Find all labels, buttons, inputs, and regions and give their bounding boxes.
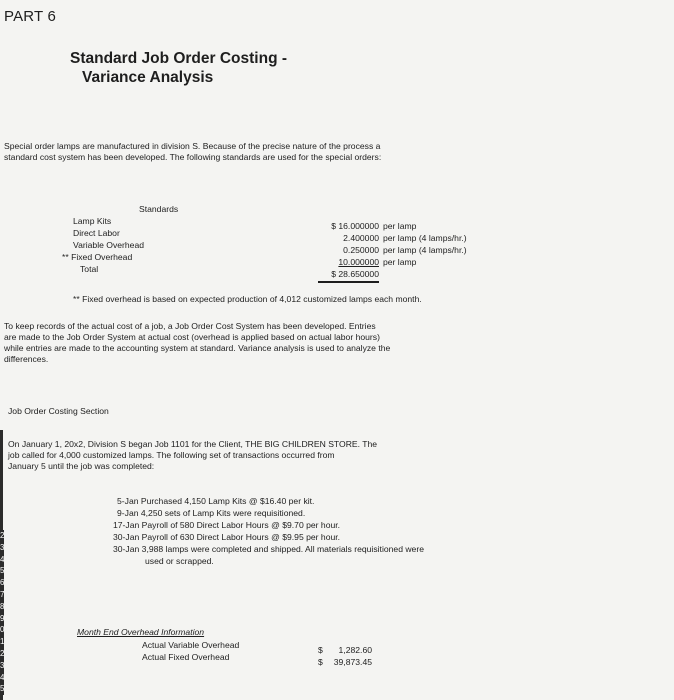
job-line-3: January 5 until the job was completed: bbox=[8, 461, 155, 471]
overhead-amount-variable: 1,282.60 bbox=[338, 645, 372, 655]
margin-digit: 7 bbox=[0, 589, 5, 599]
standards-amount-fixed-overhead: 10.000000 bbox=[338, 257, 379, 267]
page-subtitle: Variance Analysis bbox=[82, 69, 214, 86]
overhead-label-fixed: Actual Fixed Overhead bbox=[142, 652, 230, 662]
margin-digit: 4 bbox=[0, 672, 5, 682]
standards-heading: Standards bbox=[139, 204, 179, 214]
job-line-2: job called for 4,000 customized lamps. The following set of transactions occurred from bbox=[8, 450, 335, 460]
records-line-4: differences. bbox=[4, 354, 49, 364]
records-line-1: To keep records of the actual cost of a job, a Job Order Cost System has been developed. Entries bbox=[4, 321, 376, 331]
margin-digit: 8 bbox=[0, 601, 5, 611]
standards-unit-lamp-kits: per lamp bbox=[383, 221, 417, 231]
overhead-heading: Month End Overhead Information bbox=[77, 627, 205, 637]
overhead-amount-fixed: 39,873.45 bbox=[333, 657, 372, 667]
fixed-overhead-marker: ** bbox=[62, 252, 69, 262]
records-line-2: are made to the Job Order System at actual cost (overhead is applied based on actual labor hours) bbox=[4, 332, 380, 342]
records-line-3: while entries are made to the accounting system at standard. Variance analysis is used to analyze the bbox=[4, 343, 391, 353]
part-label: PART 6 bbox=[4, 8, 57, 25]
standards-unit-direct-labor: per lamp (4 lamps/hr.) bbox=[383, 233, 467, 243]
margin-digit: 2 bbox=[0, 531, 5, 540]
margin-digit: 9 bbox=[0, 613, 5, 623]
margin-digit: 6 bbox=[0, 578, 5, 588]
margin-digit: 1 bbox=[0, 637, 5, 647]
overhead-currency-variable: $ bbox=[318, 645, 323, 655]
standards-unit-variable-overhead: per lamp (4 lamps/hr.) bbox=[383, 245, 467, 255]
margin-digit: 2 bbox=[0, 648, 5, 658]
standards-label-variable-overhead: Variable Overhead bbox=[73, 240, 145, 250]
margin-digit: 3 bbox=[0, 542, 5, 552]
transaction-2: 9-Jan 4,250 sets of Lamp Kits were requisitioned. bbox=[117, 508, 306, 518]
standards-amount-direct-labor: 2.400000 bbox=[343, 233, 379, 243]
overhead-currency-fixed: $ bbox=[318, 657, 323, 667]
margin-digit: 0 bbox=[0, 625, 5, 635]
transaction-1: 5-Jan Purchased 4,150 Lamp Kits @ $16.40 per kit. bbox=[117, 496, 315, 506]
standards-label-direct-labor: Direct Labor bbox=[73, 228, 120, 238]
transaction-5: 30-Jan 3,988 lamps were completed and shipped. All materials requisitioned were bbox=[113, 544, 424, 554]
standards-label-lamp-kits: Lamp Kits bbox=[73, 216, 112, 226]
fixed-overhead-label: Fixed Overhead bbox=[71, 252, 133, 262]
margin-digit: 5 bbox=[0, 684, 5, 694]
standards-footnote: ** Fixed overhead is based on expected production of 4,012 customized lamps each month. bbox=[73, 294, 422, 304]
intro-line-2: standard cost system has been developed. The following standards are used for the special orders: bbox=[4, 152, 382, 162]
section-heading: Job Order Costing Section bbox=[8, 406, 109, 416]
standards-amount-total: $ 28.650000 bbox=[318, 269, 379, 283]
margin-digit: 3 bbox=[0, 660, 5, 670]
standards-amount-lamp-kits: $ 16.000000 bbox=[331, 221, 379, 231]
transaction-4: 30-Jan Payroll of 630 Direct Labor Hours @ $9.95 per hour. bbox=[113, 532, 341, 542]
standards-label-total: Total bbox=[80, 264, 99, 274]
job-line-1: On January 1, 20x2, Division S began Job 1101 for the Client, THE BIG CHILDREN STORE. The bbox=[8, 439, 378, 449]
standards-label-fixed-overhead bbox=[62, 252, 132, 264]
left-margin-digits bbox=[0, 530, 4, 695]
intro-line-1: Special order lamps are manufactured in division S. Because of the precise nature of the process a bbox=[4, 141, 381, 151]
transaction-3: 17-Jan Payroll of 580 Direct Labor Hours @ $9.70 per hour. bbox=[113, 520, 341, 530]
standards-unit-fixed-overhead: per lamp bbox=[383, 257, 417, 267]
transaction-5-continued: used or scrapped. bbox=[145, 556, 214, 566]
standards-amount-variable-overhead: 0.250000 bbox=[343, 245, 379, 255]
margin-digit: 5 bbox=[0, 566, 5, 576]
overhead-label-variable: Actual Variable Overhead bbox=[142, 640, 240, 650]
page-title: Standard Job Order Costing - bbox=[70, 50, 288, 67]
margin-digit: 4 bbox=[0, 554, 5, 564]
